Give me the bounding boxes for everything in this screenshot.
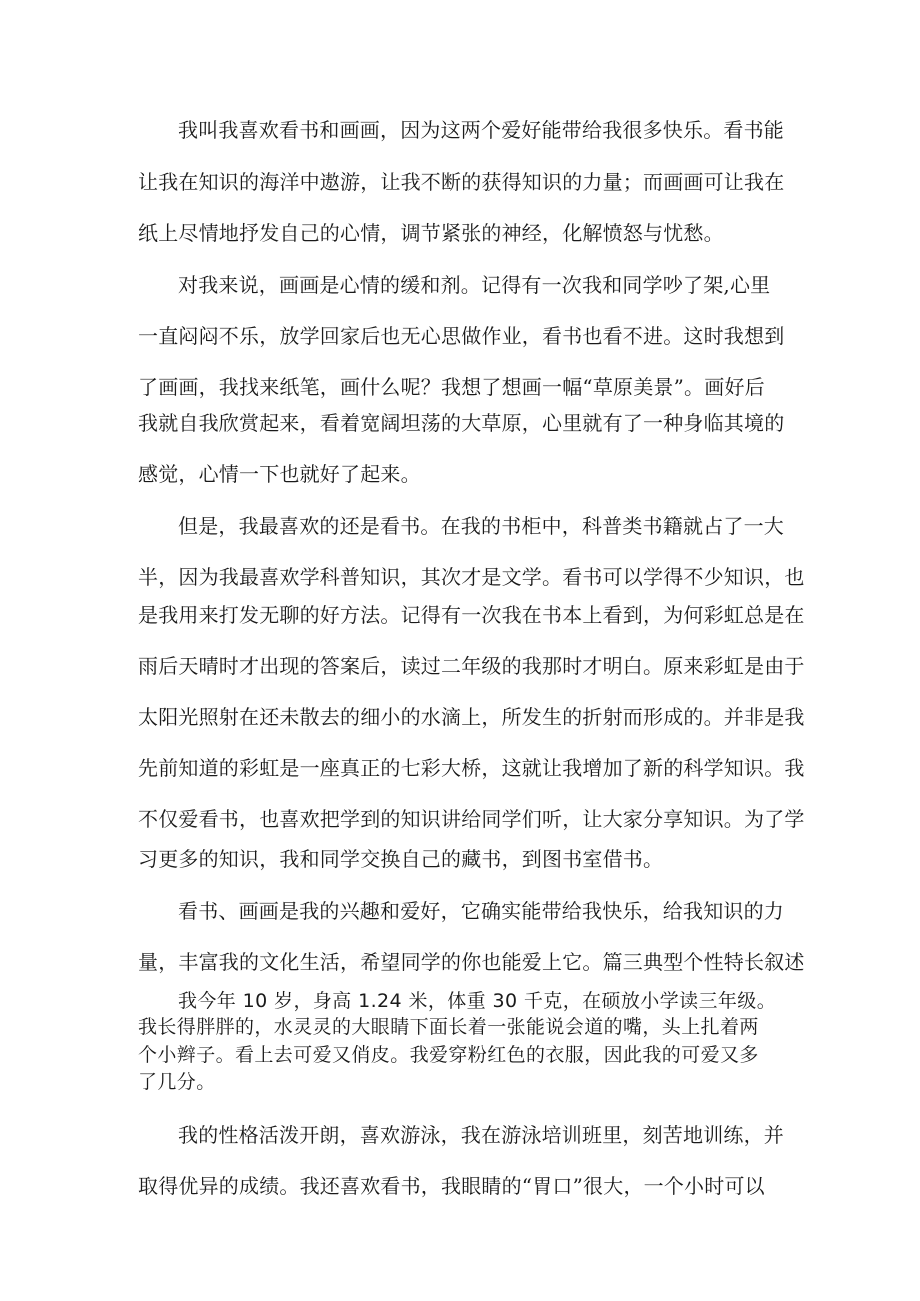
document-page <box>138 0 805 1301</box>
paragraph-1-line-3: 纸上尽情地抒发自己的心情，调节紧张的神经，化解愤怒与忧愁。 <box>138 221 724 245</box>
paragraph-3-line-4: 雨后天晴时才出现的答案后，读过二年级的我那时才明白。原来彩虹是由于 <box>138 654 805 678</box>
paragraph-5-line-2: 我长得胖胖的，水灵灵的大眼睛下面长着一张能说会道的嘴，头上扎着两 <box>138 1016 759 1038</box>
paragraph-6-line-1: 我的性格活泼开朗，喜欢游泳，我在游泳培训班里，刻苦地训练，并 <box>178 1123 784 1147</box>
paragraph-1-line-2: 让我在知识的海洋中遨游，让我不断的获得知识的力量；而画画可让我在 <box>138 170 785 194</box>
paragraph-5-line-4: 了几分。 <box>138 1071 216 1093</box>
paragraph-2-line-3: 了画画，我找来纸笔，画什么呢？我想了想画一幅“草原美景”。画好后 <box>138 375 765 399</box>
paragraph-4-line-2 <box>138 950 805 974</box>
paragraph-3-line-7: 不仅爱看书，也喜欢把学到的知识讲给同学们听，让大家分享知识。为了学 <box>138 807 805 831</box>
paragraph-2-line-4: 我就自我欣赏起来，看着宽阔坦荡的大草原，心里就有了一种身临其境的 <box>138 411 785 435</box>
paragraph-3-line-2: 半，因为我最喜欢学科普知识，其次才是文学。看书可以学得不少知识，也 <box>138 565 805 589</box>
paragraph-3-line-5: 太阳光照射在还未散去的细小的水滴上，所发生的折射而形成的。并非是我 <box>138 705 805 729</box>
paragraph-2-line-1: 对我来说，画画是心情的缓和剂。记得有一次我和同学吵了架,心里 <box>178 273 771 297</box>
paragraph-4-line-1: 看书、画画是我的兴趣和爱好，它确实能带给我快乐，给我知识的力 <box>178 899 784 923</box>
paragraph-1-line-1: 我叫我喜欢看书和画画，因为这两个爱好能带给我很多快乐。看书能 <box>178 118 784 142</box>
paragraph-3-line-1: 但是，我最喜欢的还是看书。在我的书柜中，科普类书籍就占了一大 <box>178 514 784 538</box>
paragraph-4-line-2-text: 量，丰富我的文化生活，希望同学的你也能爱上它。 <box>138 950 603 974</box>
paragraph-3-line-8: 习更多的知识，我和同学交换自己的藏书，到图书室借书。 <box>138 847 664 871</box>
paragraph-5-line-1: 我今年 10 岁，身高 1.24 米，体重 30 千克，在硕放小学读三年级。 <box>178 990 777 1012</box>
paragraph-2-line-2: 一直闷闷不乐，放学回家后也无心思做作业，看书也看不进。这时我想到 <box>138 324 785 348</box>
paragraph-3-line-3: 是我用来打发无聊的好方法。记得有一次我在书本上看到，为何彩虹总是在 <box>138 603 805 627</box>
paragraph-5-line-3: 个小辫子。看上去可爱又俏皮。我爱穿粉红色的衣服，因此我的可爱又多 <box>138 1044 759 1066</box>
paragraph-6-line-2: 取得优异的成绩。我还喜欢看书，我眼睛的“胃口”很大，一个小时可以 <box>138 1174 765 1198</box>
paragraph-3-line-6: 先前知道的彩虹是一座真正的七彩大桥，这就让我增加了新的科学知识。我 <box>138 756 805 780</box>
section-title-inline: 篇三典型个性特长叙述 <box>602 950 805 974</box>
paragraph-2-line-5: 感觉，心情一下也就好了起来。 <box>138 462 421 486</box>
